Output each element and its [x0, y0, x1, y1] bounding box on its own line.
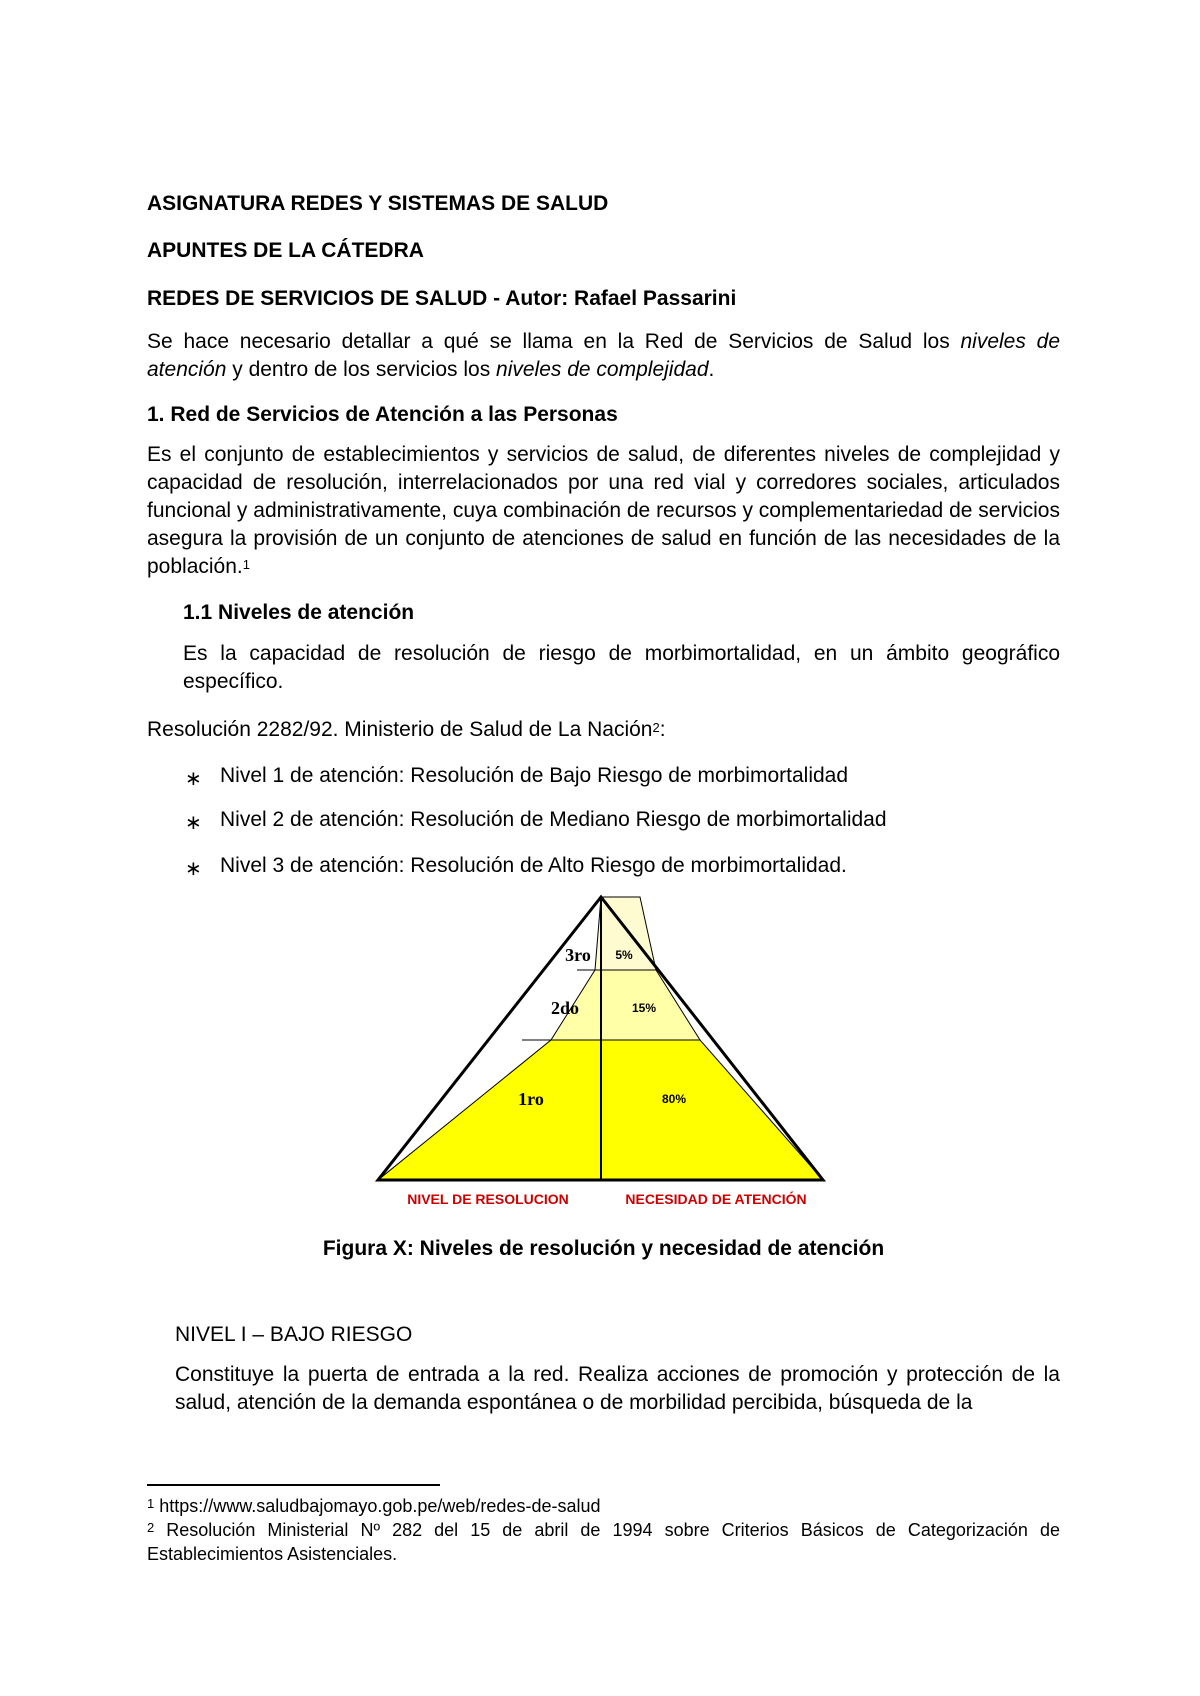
bullet-symbol: ∗	[185, 858, 202, 880]
level-label: 2do	[550, 998, 580, 1018]
footnote-1: $^1$ https://www.saludbajomayo.gob.pe/web/redes-de-salud	[147, 1496, 601, 1516]
document-title: REDES DE SERVICIOS DE SALUD - Autor: Rafael Passarini	[147, 287, 737, 310]
right-axis-label: NECESIDAD DE ATENCIÓN	[625, 1191, 807, 1207]
resolution-line: Resolución 2282/92. Ministerio de Salud de La Nación$^2$:	[147, 718, 666, 741]
emphasis-niveles-atencion: niveles de atención	[147, 330, 1060, 381]
left-axis-label: NIVEL DE RESOLUCION	[407, 1191, 569, 1207]
notes-title: APUNTES DE LA CÁTEDRA	[147, 239, 424, 262]
footnote-2: $^2$ Resolución Ministerial Nº 282 del 15 de abril de 1994 sobre Criterios Básicos de Categorización de Establecimientos Asistenciales.	[147, 1520, 1060, 1564]
list-item: Nivel 3 de atención: Resolución de Alto Riesgo de morbimortalidad.	[220, 854, 847, 877]
list-item: Nivel 1 de atención: Resolución de Bajo Riesgo de morbimortalidad	[220, 764, 849, 787]
bullet-symbol: ∗	[185, 768, 202, 790]
emphasis-niveles-complejidad: niveles de complejidad	[496, 358, 709, 381]
level-label: 3ro	[565, 945, 591, 965]
course-title: ASIGNATURA REDES Y SISTEMAS DE SALUD	[147, 192, 609, 215]
intro-paragraph: Se hace necesario detallar a qué se llama en la Red de Servicios de Salud los niveles de atención y dentro de los servicios los niveles de complejidad.	[147, 330, 1060, 381]
section-1-paragraph: Es el conjunto de establecimientos y servicios de salud, de diferentes niveles de complejidad y capacidad de resolución, interrelacionados por una red vial y corredores sociales, articulados funcional y administrativamente, cuya combinación de recursos y complementariedad de servicios asegura la provisión de un conjunto de atenciones de salud en función de las necesidades de la población.$^1$	[147, 443, 1060, 578]
level-percent: 15%	[631, 1001, 657, 1015]
bullet-symbol: ∗	[185, 812, 202, 834]
subsection-heading: 1.1 Niveles de atención	[183, 601, 415, 624]
section-1-heading: 1. Red de Servicios de Atención a las Personas	[147, 403, 618, 426]
footnote-ref-2[interactable]: 2	[652, 720, 660, 735]
nivel-1-heading: NIVEL I – BAJO RIESGO	[175, 1323, 413, 1346]
subsection-paragraph: Es la capacidad de resolución de riesgo de morbimortalidad, en un ámbito geográfico específico.	[183, 642, 1060, 693]
list-item: Nivel 2 de atención: Resolución de Mediano Riesgo de morbimortalidad	[220, 808, 887, 831]
figure-caption: Figura X: Niveles de resolución y necesidad de atención	[322, 1237, 885, 1260]
level-percent: 5%	[615, 948, 633, 962]
nivel-1-paragraph: Constituye la puerta de entrada a la red. Realiza acciones de promoción y protección de la salud, atención de la demanda espontánea o de morbilidad percibida, búsqueda de la	[175, 1363, 1060, 1414]
level-percent: 80%	[661, 1092, 687, 1106]
level-label: 1ro	[518, 1089, 544, 1109]
footnote-separator	[147, 1484, 440, 1486]
footnote-ref-1[interactable]: 1	[242, 557, 250, 572]
